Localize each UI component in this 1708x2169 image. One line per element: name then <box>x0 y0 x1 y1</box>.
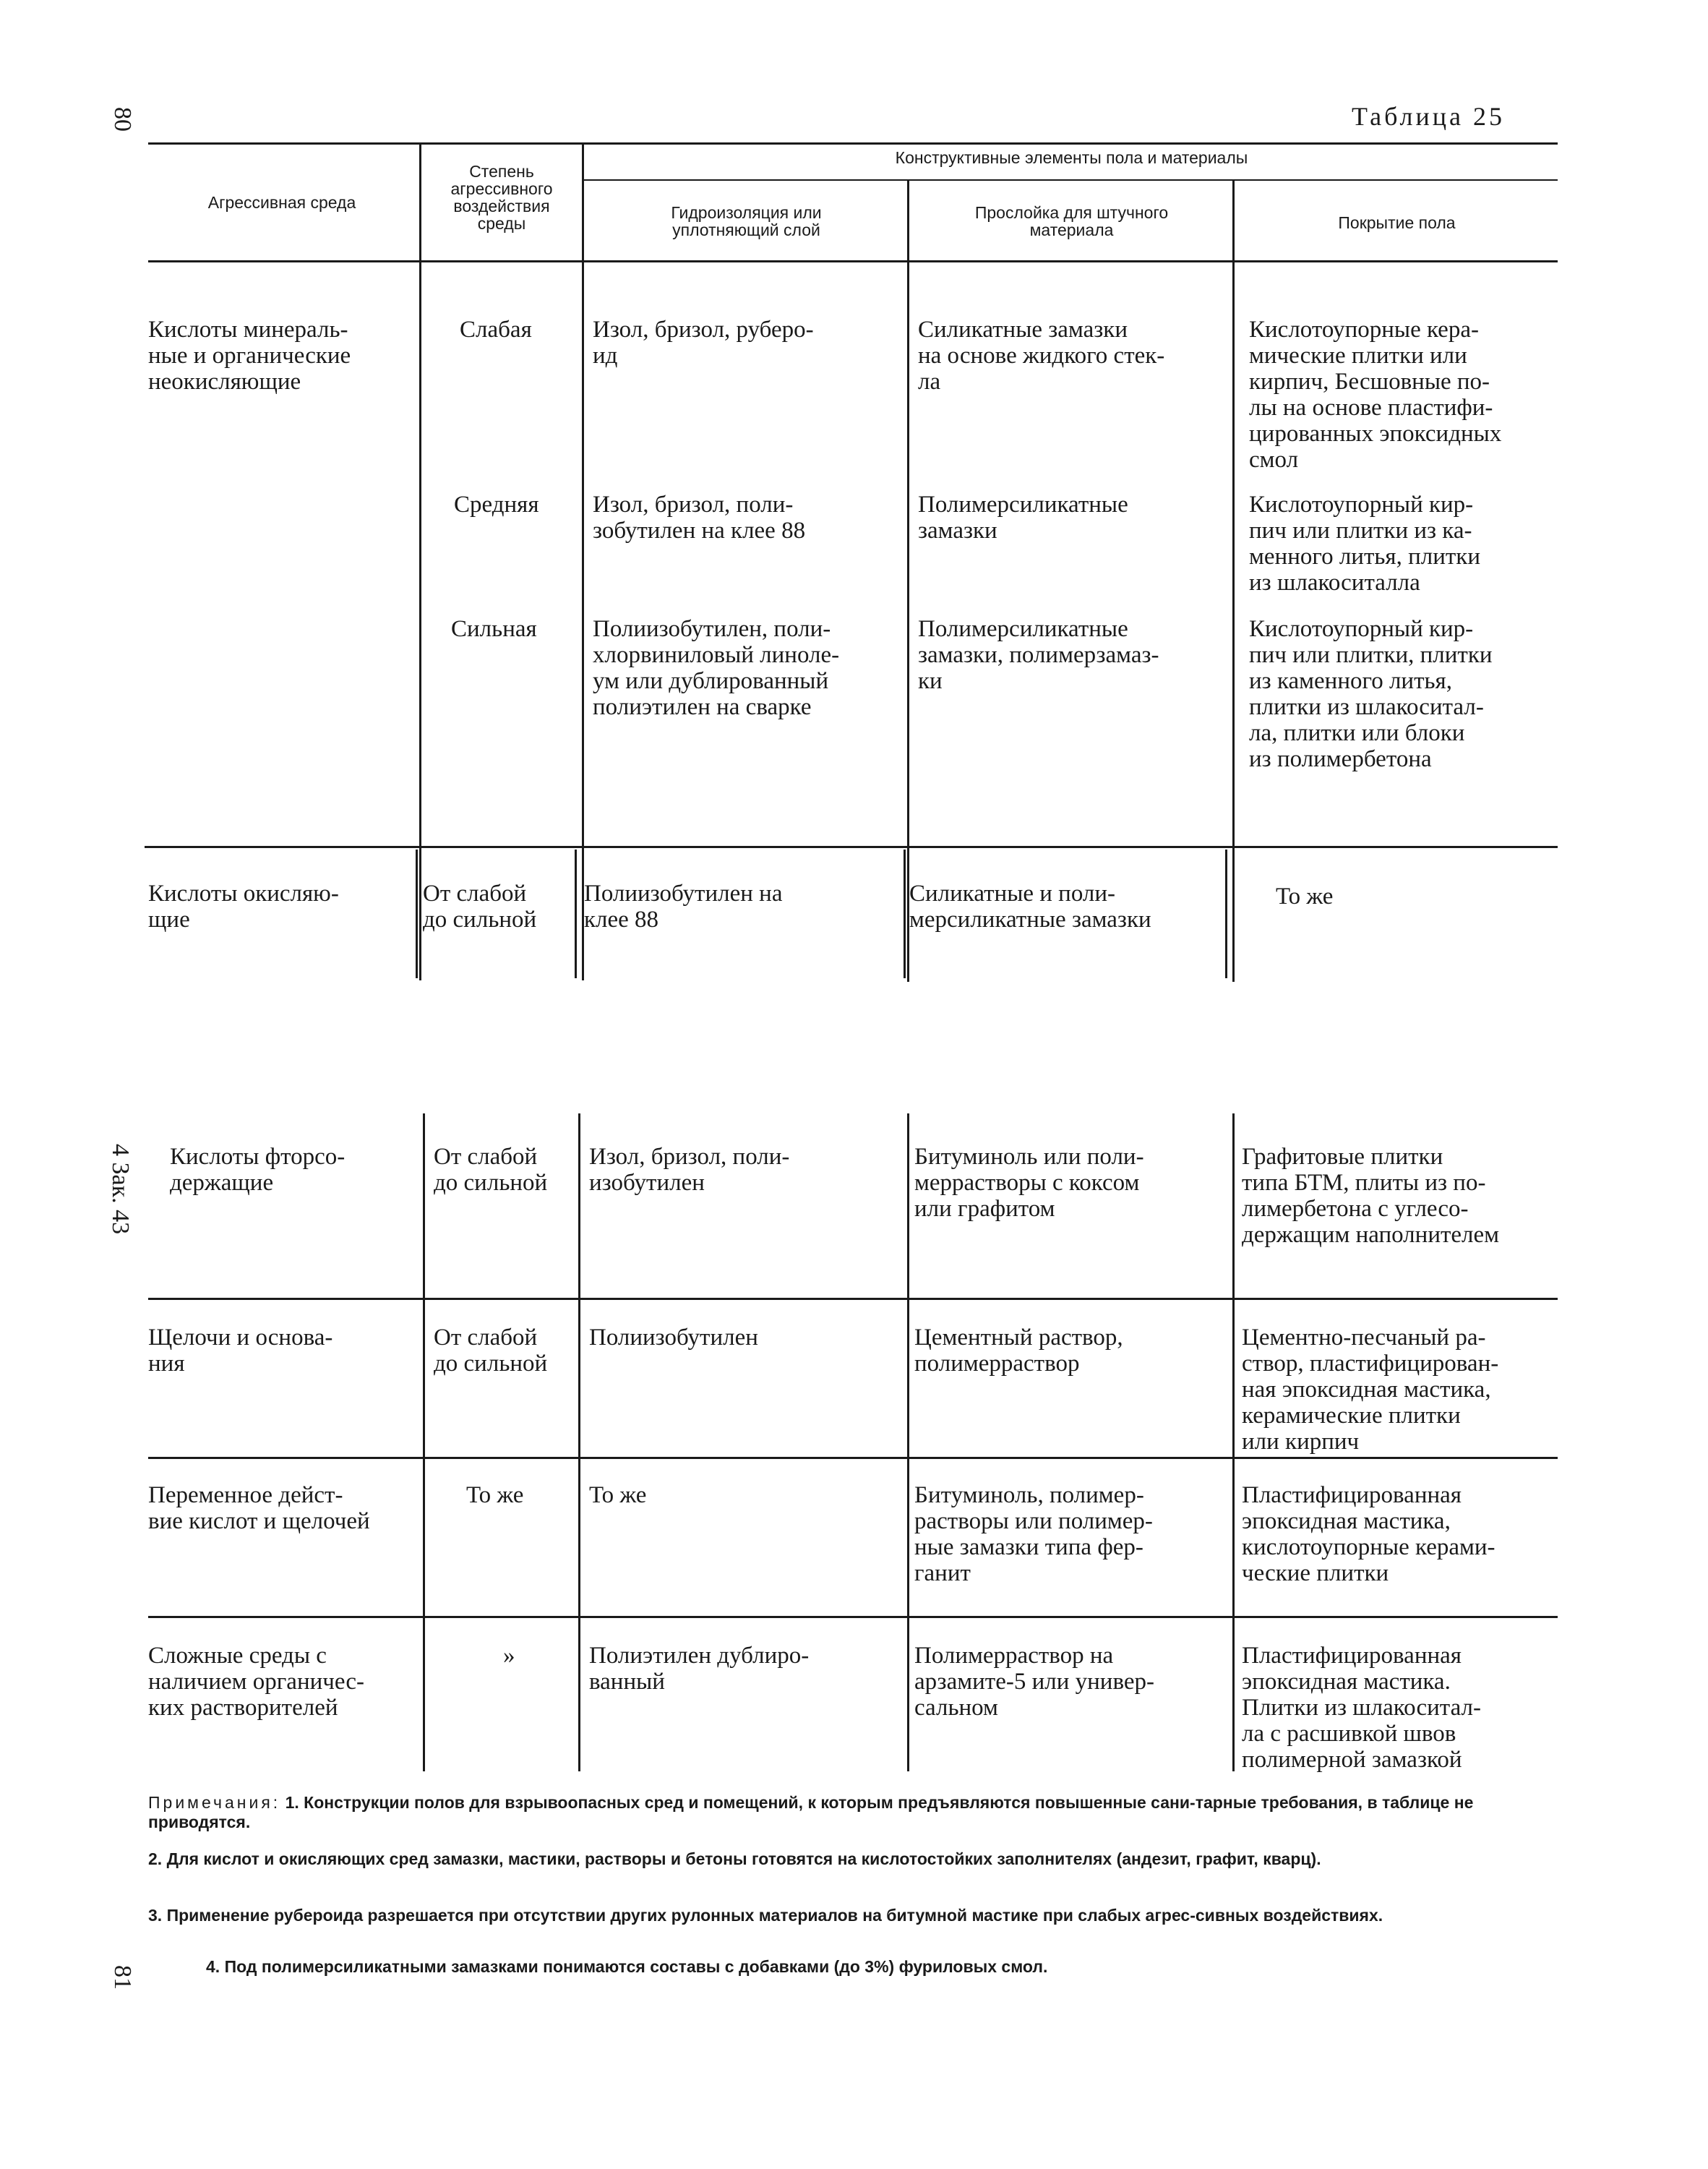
row-4-degree: От слабой до сильной <box>423 881 537 933</box>
note-4: 4. Под полимерсиликатными замазками понимаются составы с добавками (до 3%) фуриловых смол. <box>206 1957 1048 1976</box>
row-7-interlayer: Битуминоль, полимер- растворы или полимер- ные замазки типа фер- ганит <box>914 1482 1153 1586</box>
row-6-interlayer: Цементный раствор, полимерраствор <box>914 1325 1123 1377</box>
table-title: Таблица 25 <box>1352 102 1505 131</box>
row-4-medium: Кислоты окисляю- щие <box>148 881 339 933</box>
row-8-medium: Сложные среды с наличием органичес- ких растворителей <box>148 1643 364 1721</box>
row-8-covering: Пластифицированная эпоксидная мастика. Плитки из шлакоситал- ла с расшивкой швов полимерной замазкой <box>1242 1643 1481 1773</box>
row-8-interlayer: Полимерраствор на арзамите-5 или универ- сальном <box>914 1643 1154 1721</box>
row-8-degree: » <box>503 1643 515 1669</box>
row-2-waterproofing: Изол, бризол, поли- зобутилен на клее 88 <box>593 492 806 544</box>
row-5-interlayer: Битуминоль или поли- меррастворы с коксом или графитом <box>914 1144 1144 1222</box>
row-3-degree: Сильная <box>451 616 537 642</box>
row-3-covering: Кислотоупорный кир- пич или плитки, плитки из каменного литья, плитки из шлакоситал- ла, плитки или блоки из полимербетона <box>1249 616 1493 772</box>
row-2-interlayer: Полимерсиликатные замазки <box>918 492 1128 544</box>
row-5-medium: Кислоты фторсо- держащие <box>170 1144 346 1196</box>
row-7-medium: Переменное дейст- вие кислот и щелочей <box>148 1482 370 1534</box>
right-page-number: 81 <box>109 1965 136 1990</box>
row-4-waterproofing: Полиизобутилен на клее 88 <box>584 881 783 933</box>
row-1-degree: Слабая <box>460 317 532 343</box>
row-4-interlayer: Силикатные и поли- мерсиликатные замазки <box>909 881 1151 933</box>
row-1-medium: Кислоты минераль- ные и органические неокисляющие <box>148 317 351 395</box>
note-3: 3. Применение рубероида разрешается при отсутствии других рулонных материалов на битумной мастике при слабых агрес-сивных воздействиях. <box>148 1906 1383 1925</box>
row-3-interlayer: Полимерсиликатные замазки, полимерзамаз- ки <box>918 616 1159 694</box>
left-page-number: 80 <box>109 107 136 132</box>
row-2-covering: Кислотоупорный кир- пич или плитки из ка- менного литья, плитки из шлакоситалла <box>1249 492 1480 596</box>
note-1-text: 1. Конструкции полов для взрывоопасных сред и помещений, к которым предъявляются повышенные сани-тарные требования, в таблице не приводятся. <box>148 1793 1474 1831</box>
note-2: 2. Для кислот и окисляющих сред замазки, мастики, растворы и бетоны готовятся на кислотостойких заполнителях (андезит, графит, кварц). <box>148 1849 1321 1868</box>
header-interlayer: Прослойка для штучного материала <box>974 203 1169 239</box>
notes-label: Примечания: <box>148 1793 281 1812</box>
header-covering: Покрытие пола <box>1338 213 1456 232</box>
header-medium: Агрессивная среда <box>207 193 356 212</box>
header-degree: Степень агрессивного воздействия среды <box>450 162 553 233</box>
note-1 <box>148 1793 1561 1832</box>
header-waterproofing: Гидроизоляция или уплотняющий слой <box>671 203 822 239</box>
row-5-waterproofing: Изол, бризол, поли- изобутилен <box>589 1144 790 1196</box>
row-4-covering: То же <box>1276 884 1334 910</box>
row-1-covering: Кислотоупорные кера- мические плитки или кирпич, Бесшовные по- лы на основе пластифи- цированных эпоксидных смол <box>1249 317 1502 473</box>
row-7-degree: То же <box>466 1482 524 1508</box>
row-8-waterproofing: Полиэтилен дублиро- ванный <box>589 1643 810 1695</box>
row-6-waterproofing: Полиизобутилен <box>589 1325 758 1351</box>
row-2-degree: Средняя <box>454 492 539 518</box>
row-1-interlayer: Силикатные замазки на основе жидкого стек- ла <box>918 317 1165 395</box>
row-6-medium: Щелочи и основа- ния <box>148 1325 333 1377</box>
row-7-waterproofing: То же <box>589 1482 647 1508</box>
margin-mark: 4 Зак. 43 <box>107 1144 134 1235</box>
row-6-covering: Цементно-песчаный ра- створ, пластифицирован- ная эпоксидная мастика, керамические плитки или кирпич <box>1242 1325 1499 1455</box>
row-6-degree: От слабой до сильной <box>434 1325 548 1377</box>
row-3-waterproofing: Полиизобутилен, поли- хлорвиниловый линоле- ум или дублированный полиэтилен на сварке <box>593 616 840 720</box>
row-7-covering: Пластифицированная эпоксидная мастика, кислотоупорные керами- ческие плитки <box>1242 1482 1495 1586</box>
row-5-covering: Графитовые плитки типа БТМ, плиты из по- лимербетона с углесо- держащим наполнителем <box>1242 1144 1500 1248</box>
row-5-degree: От слабой до сильной <box>434 1144 548 1196</box>
row-1-waterproofing: Изол, бризол, руберо- ид <box>593 317 814 369</box>
header-group: Конструктивные элементы пола и материалы <box>895 148 1248 167</box>
